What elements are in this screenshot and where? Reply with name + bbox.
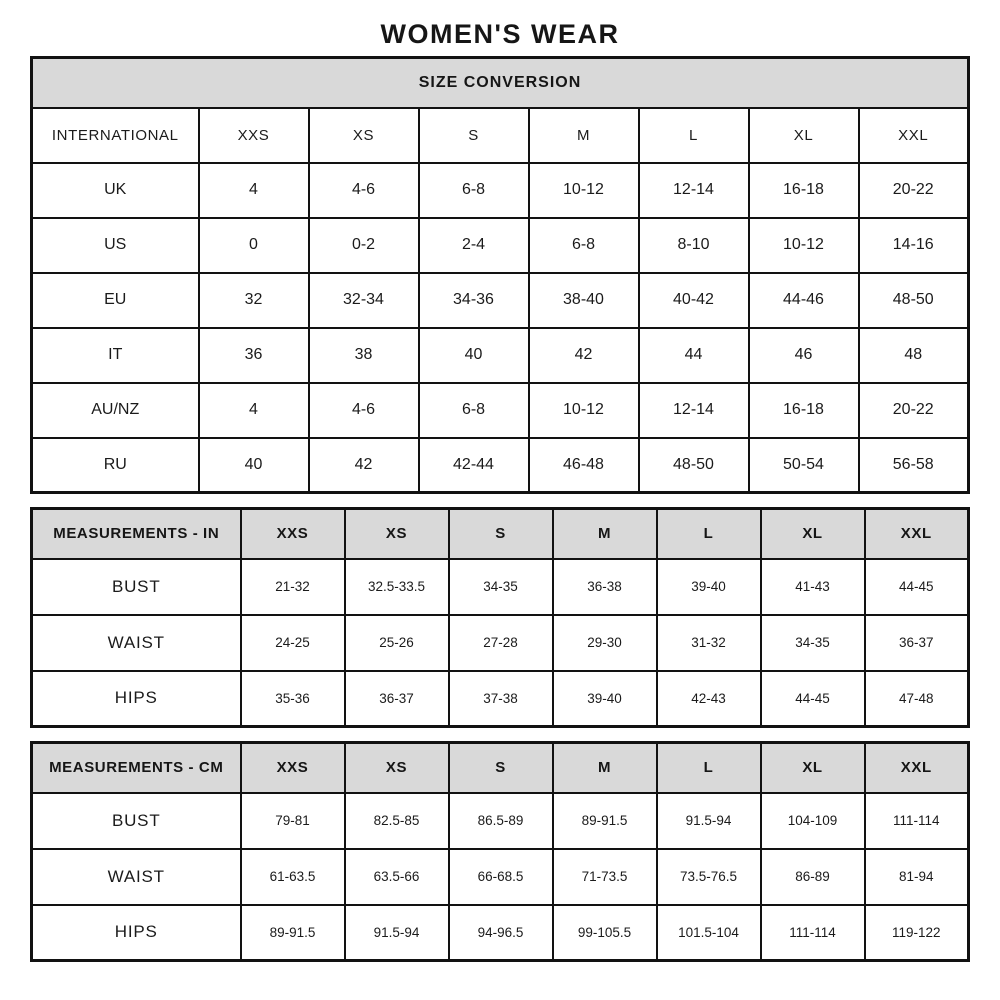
cell: 111-114 — [761, 905, 865, 961]
column-header-l: L — [639, 108, 749, 163]
cell: 86.5-89 — [449, 793, 553, 849]
size-conversion-table — [30, 56, 970, 494]
column-header-l: L — [657, 509, 761, 559]
cell: 25-26 — [345, 615, 449, 671]
column-header-xs: XS — [345, 743, 449, 793]
cell: 6-8 — [419, 383, 529, 438]
cell: 81-94 — [865, 849, 969, 905]
row-label: EU — [32, 273, 199, 328]
cell: 36-38 — [553, 559, 657, 615]
cell: 91.5-94 — [345, 905, 449, 961]
column-header-international: INTERNATIONAL — [32, 108, 199, 163]
cell: 61-63.5 — [241, 849, 345, 905]
column-header-l: L — [657, 743, 761, 793]
cell: 89-91.5 — [241, 905, 345, 961]
cell: 46 — [749, 328, 859, 383]
column-header-m: M — [553, 509, 657, 559]
cell: 12-14 — [639, 163, 749, 218]
column-header-xxl: XXL — [859, 108, 969, 163]
column-header-xl: XL — [761, 743, 865, 793]
cell: 39-40 — [553, 671, 657, 727]
cell: 31-32 — [657, 615, 761, 671]
table-row-eu — [32, 273, 969, 328]
cell: 40 — [199, 438, 309, 493]
row-label: HIPS — [32, 905, 241, 961]
cell: 101.5-104 — [657, 905, 761, 961]
cell: 39-40 — [657, 559, 761, 615]
cell: 34-36 — [419, 273, 529, 328]
cell: 4-6 — [309, 383, 419, 438]
row-label: RU — [32, 438, 199, 493]
table-title: MEASUREMENTS - IN — [32, 509, 241, 559]
size-conversion-banner-row — [32, 58, 969, 108]
table-row-bust-in — [32, 559, 969, 615]
table-title: MEASUREMENTS - CM — [32, 743, 241, 793]
cell: 0 — [199, 218, 309, 273]
cell: 20-22 — [859, 383, 969, 438]
measurements-in-table — [30, 507, 970, 728]
table-row-us — [32, 218, 969, 273]
cell: 104-109 — [761, 793, 865, 849]
table-row-it — [32, 328, 969, 383]
cell: 41-43 — [761, 559, 865, 615]
column-header-s: S — [449, 743, 553, 793]
row-label: AU/NZ — [32, 383, 199, 438]
cell: 44-46 — [749, 273, 859, 328]
cell: 91.5-94 — [657, 793, 761, 849]
cell: 42 — [309, 438, 419, 493]
cell: 21-32 — [241, 559, 345, 615]
cell: 27-28 — [449, 615, 553, 671]
cell: 24-25 — [241, 615, 345, 671]
cell: 4-6 — [309, 163, 419, 218]
cell: 89-91.5 — [553, 793, 657, 849]
table-row-uk — [32, 163, 969, 218]
cell: 56-58 — [859, 438, 969, 493]
size-conversion-header-row — [32, 108, 969, 163]
cell: 20-22 — [859, 163, 969, 218]
row-label: IT — [32, 328, 199, 383]
measurements-cm-header-row — [32, 743, 969, 793]
cell: 42 — [529, 328, 639, 383]
cell: 8-10 — [639, 218, 749, 273]
cell: 47-48 — [865, 671, 969, 727]
cell: 29-30 — [553, 615, 657, 671]
cell: 34-35 — [449, 559, 553, 615]
cell: 63.5-66 — [345, 849, 449, 905]
cell: 99-105.5 — [553, 905, 657, 961]
row-label: UK — [32, 163, 199, 218]
cell: 16-18 — [749, 383, 859, 438]
cell: 48-50 — [639, 438, 749, 493]
measurements-cm-table — [30, 741, 970, 962]
table-row-aunz — [32, 383, 969, 438]
cell: 48-50 — [859, 273, 969, 328]
row-label: WAIST — [32, 849, 241, 905]
table-row-hips-in — [32, 671, 969, 727]
cell: 36 — [199, 328, 309, 383]
column-header-s: S — [449, 509, 553, 559]
cell: 40-42 — [639, 273, 749, 328]
cell: 36-37 — [345, 671, 449, 727]
cell: 16-18 — [749, 163, 859, 218]
column-header-xxs: XXS — [199, 108, 309, 163]
cell: 6-8 — [419, 163, 529, 218]
cell: 32 — [199, 273, 309, 328]
cell: 48 — [859, 328, 969, 383]
column-header-xxs: XXS — [241, 743, 345, 793]
cell: 14-16 — [859, 218, 969, 273]
table-row-waist-cm — [32, 849, 969, 905]
row-label: BUST — [32, 559, 241, 615]
cell: 42-44 — [419, 438, 529, 493]
cell: 73.5-76.5 — [657, 849, 761, 905]
cell: 32-34 — [309, 273, 419, 328]
cell: 94-96.5 — [449, 905, 553, 961]
cell: 42-43 — [657, 671, 761, 727]
column-header-xs: XS — [309, 108, 419, 163]
cell: 82.5-85 — [345, 793, 449, 849]
cell: 0-2 — [309, 218, 419, 273]
cell: 4 — [199, 383, 309, 438]
cell: 38 — [309, 328, 419, 383]
cell: 2-4 — [419, 218, 529, 273]
cell: 10-12 — [529, 163, 639, 218]
table-row-waist-in — [32, 615, 969, 671]
cell: 44 — [639, 328, 749, 383]
row-label: HIPS — [32, 671, 241, 727]
cell: 71-73.5 — [553, 849, 657, 905]
column-header-xl: XL — [761, 509, 865, 559]
cell: 6-8 — [529, 218, 639, 273]
column-header-xxl: XXL — [865, 509, 969, 559]
cell: 79-81 — [241, 793, 345, 849]
cell: 36-37 — [865, 615, 969, 671]
cell: 44-45 — [761, 671, 865, 727]
cell: 10-12 — [529, 383, 639, 438]
cell: 46-48 — [529, 438, 639, 493]
cell: 86-89 — [761, 849, 865, 905]
column-header-s: S — [419, 108, 529, 163]
cell: 35-36 — [241, 671, 345, 727]
column-header-xs: XS — [345, 509, 449, 559]
column-header-xxs: XXS — [241, 509, 345, 559]
row-label: WAIST — [32, 615, 241, 671]
table-row-hips-cm — [32, 905, 969, 961]
table-row-bust-cm — [32, 793, 969, 849]
cell: 34-35 — [761, 615, 865, 671]
cell: 119-122 — [865, 905, 969, 961]
page-title: WOMEN'S WEAR — [380, 19, 620, 49]
cell: 12-14 — [639, 383, 749, 438]
cell: 38-40 — [529, 273, 639, 328]
cell: 44-45 — [865, 559, 969, 615]
measurements-in-header-row — [32, 509, 969, 559]
row-label: BUST — [32, 793, 241, 849]
column-header-m: M — [529, 108, 639, 163]
column-header-xl: XL — [749, 108, 859, 163]
table-row-ru — [32, 438, 969, 493]
cell: 4 — [199, 163, 309, 218]
cell: 32.5-33.5 — [345, 559, 449, 615]
column-header-m: M — [553, 743, 657, 793]
cell: 66-68.5 — [449, 849, 553, 905]
cell: 111-114 — [865, 793, 969, 849]
column-header-xxl: XXL — [865, 743, 969, 793]
row-label: US — [32, 218, 199, 273]
cell: 37-38 — [449, 671, 553, 727]
cell: 40 — [419, 328, 529, 383]
cell: 10-12 — [749, 218, 859, 273]
cell: 50-54 — [749, 438, 859, 493]
table-title: SIZE CONVERSION — [32, 58, 969, 108]
